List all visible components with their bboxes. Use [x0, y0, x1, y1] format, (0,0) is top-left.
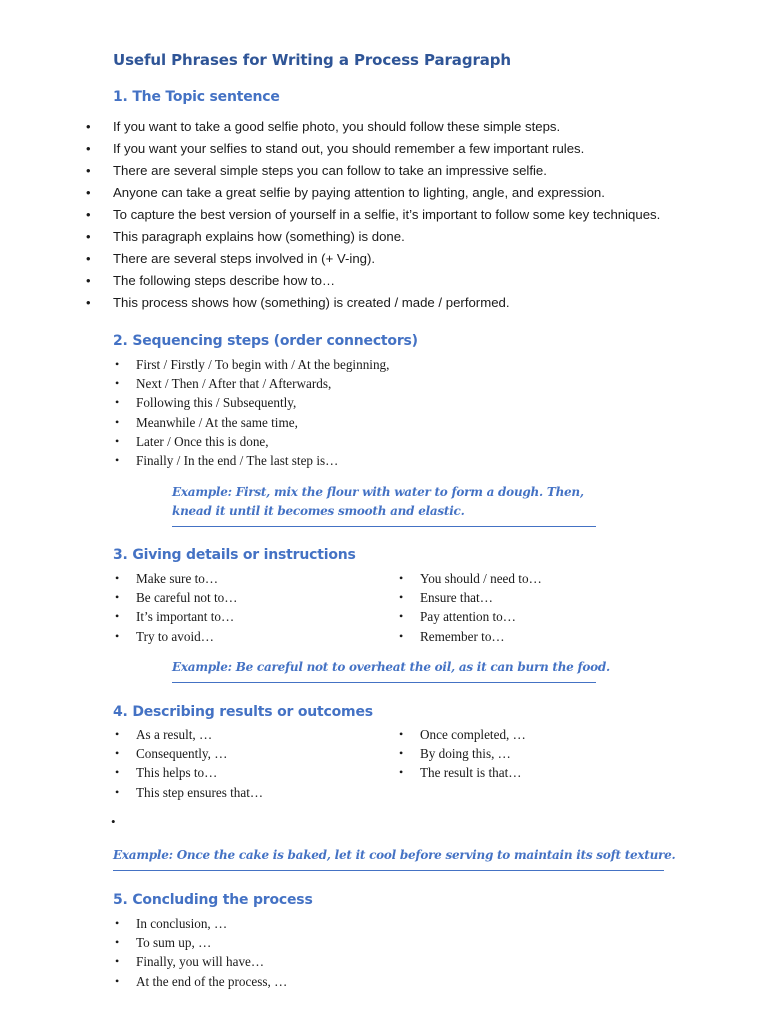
list-item: • In conclusion, … — [113, 914, 413, 933]
bullet-icon: • — [399, 609, 404, 624]
list-item: • Anyone can take a great selfie by paying attention to lighting, angle, and expression. — [84, 182, 744, 204]
bullet-icon: • — [115, 784, 120, 799]
bullet-icon: • — [399, 727, 404, 741]
list-item: • At the end of the process, … — [113, 972, 413, 991]
list-item: • By doing this, … — [397, 744, 697, 763]
bullet-icon: • — [115, 609, 120, 624]
list-item: • Be careful not to… — [113, 588, 413, 607]
list-item: • Later / Once this is done, — [113, 432, 413, 451]
bullet-icon: • — [115, 453, 120, 468]
list-item: • If you want your selfies to stand out, you should remember a few important rules. — [84, 138, 744, 160]
list-item: • This helps to… — [113, 763, 413, 782]
list-item: • Once completed, … — [397, 725, 697, 744]
bullet-icon: • — [115, 628, 120, 643]
bullet-icon: • — [115, 414, 120, 429]
details-example: Example: Be careful not to overheat the oil, as it can burn the food. — [172, 658, 596, 683]
concluding-list — [113, 914, 413, 991]
bullet-icon: • — [86, 251, 91, 266]
bullet-icon: • — [86, 229, 91, 244]
bullet-icon: • — [399, 628, 404, 643]
results-example: Example: Once the cake is baked, let it cool before serving to maintain its soft texture. — [113, 846, 664, 871]
bullet-icon: • — [86, 141, 91, 156]
bullet-icon: • — [115, 727, 120, 741]
bullet-icon: • — [115, 954, 120, 969]
details-list-left — [113, 569, 413, 646]
bullet-icon: • — [115, 746, 120, 761]
list-item: • This paragraph explains how (something) is done. — [84, 226, 744, 248]
list-item: • Meanwhile / At the same time, — [113, 413, 413, 432]
bullet-icon: • — [399, 746, 404, 761]
bullet-icon: • — [115, 916, 120, 930]
list-item: • As a result, … — [113, 725, 413, 744]
list-item: • It’s important to… — [113, 607, 413, 626]
list-item: • Next / Then / After that / Afterwards, — [113, 374, 413, 393]
bullet-icon: • — [86, 163, 91, 178]
list-item: • Pay attention to… — [397, 607, 697, 626]
list-item: • This step ensures that… — [113, 783, 413, 802]
list-item: • Consequently, … — [113, 744, 413, 763]
list-item: • Following this / Subsequently, — [113, 393, 413, 412]
list-item: • Finally / In the end / The last step is… — [113, 451, 413, 470]
list-item: • Remember to… — [397, 627, 697, 646]
bullet-icon: • — [115, 433, 120, 448]
empty-bullet-icon: • — [111, 814, 116, 829]
bullet-icon: • — [115, 357, 120, 371]
list-item: • This process shows how (something) is created / made / performed. — [84, 292, 744, 314]
bullet-icon: • — [115, 973, 120, 988]
list-item: • The following steps describe how to… — [84, 270, 744, 292]
list-item: • Ensure that… — [397, 588, 697, 607]
list-item: • To capture the best version of yourself in a selfie, it’s important to follow some key techniques. — [84, 204, 744, 226]
bullet-icon: • — [399, 571, 404, 585]
list-item: • To sum up, … — [113, 933, 413, 952]
results-list-left — [113, 725, 413, 802]
list-item: • Try to avoid… — [113, 627, 413, 646]
bullet-icon: • — [115, 590, 120, 605]
section-heading-results: 4. Describing results or outcomes — [113, 704, 373, 720]
page-title: Useful Phrases for Writing a Process Paragraph — [113, 51, 512, 69]
bullet-icon: • — [115, 376, 120, 391]
section-heading-concluding: 5. Concluding the process — [113, 892, 313, 908]
bullet-icon: • — [86, 295, 91, 310]
list-item: • There are several simple steps you can follow to take an impressive selfie. — [84, 160, 744, 182]
bullet-icon: • — [115, 765, 120, 780]
topic-sentence-list — [84, 116, 744, 314]
bullet-icon: • — [86, 207, 91, 222]
list-item: • The result is that… — [397, 763, 697, 782]
bullet-icon: • — [399, 765, 404, 780]
results-list-right — [397, 725, 697, 783]
bullet-icon: • — [399, 590, 404, 605]
section-heading-topic-sentence: 1. The Topic sentence — [113, 89, 280, 105]
bullet-icon: • — [115, 395, 120, 410]
bullet-icon: • — [86, 273, 91, 288]
sequencing-list — [113, 355, 413, 470]
list-item: • Finally, you will have… — [113, 952, 413, 971]
bullet-icon: • — [115, 935, 120, 950]
sequencing-example: Example: First, mix the flour with water to form a dough. Then, knead it until it becomes smooth and elastic. — [172, 483, 596, 527]
bullet-icon: • — [86, 119, 91, 134]
details-list-right — [397, 569, 697, 646]
list-item: • Make sure to… — [113, 569, 413, 588]
list-item: • You should / need to… — [397, 569, 697, 588]
section-heading-sequencing: 2. Sequencing steps (order connectors) — [113, 333, 418, 349]
list-item: • If you want to take a good selfie photo, you should follow these simple steps. — [84, 116, 744, 138]
section-heading-details: 3. Giving details or instructions — [113, 547, 356, 563]
bullet-icon: • — [86, 185, 91, 200]
list-item: • There are several steps involved in (+ V-ing). — [84, 248, 744, 270]
bullet-icon: • — [115, 571, 120, 585]
list-item: • First / Firstly / To begin with / At the beginning, — [113, 355, 413, 374]
